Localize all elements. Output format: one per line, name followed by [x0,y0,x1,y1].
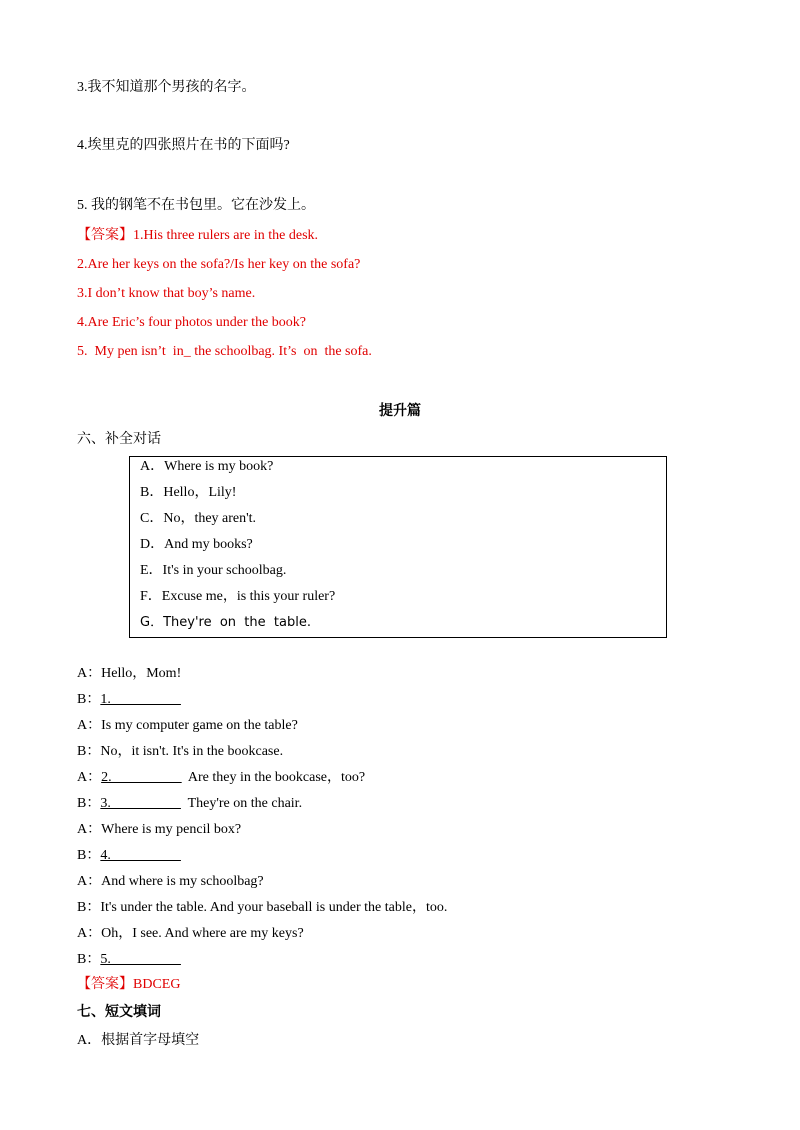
option-f: F．Excuse me，is this your ruler? [140,589,336,604]
line-text: Where is my pencil box? [101,822,242,837]
answer-blank-5: 5.＿＿＿＿＿ [100,952,181,967]
answer-line-3: 3.I don’t know that boy’s name. [77,286,256,301]
option-e: E．It's in your schoolbag. [140,563,287,578]
option-a: A．Where is my book? [140,459,274,474]
line-text: Hello，Mom! [101,666,182,681]
line-text: Are they in the bookcase，too? [181,770,366,785]
answer-text: 1.His three rulers are in the desk. [133,228,319,243]
speaker: B： [77,744,101,759]
section-six-heading: 六、补全对话 [77,432,161,447]
answer-prefix: 【答案】 [77,977,133,992]
speaker: A： [77,666,102,681]
line-text: They're on the chair. [180,796,303,811]
dialogue-line [77,873,264,891]
option-b: B．Hello，Lily! [140,485,237,500]
line-text: And where is my schoolbag? [101,874,264,889]
dialogue-line [77,951,181,969]
section-six-answer [77,976,180,994]
dialogue-line [77,925,304,943]
speaker: A： [77,770,102,785]
speaker: B： [77,848,101,863]
speaker: B： [77,900,101,915]
speaker: A： [77,874,102,889]
dialogue-line [77,847,181,865]
speaker: A： [77,822,102,837]
section-title: 提升篇 [379,404,421,419]
option-c: C．No，they aren't. [140,511,257,526]
translation-item-3: 3.我不知道那个男孩的名字。 [77,80,256,95]
line-text: Is my computer game on the table? [101,718,298,733]
option-g: G．They're on the table. [140,615,311,630]
answer-blank-1: 1.＿＿＿＿＿ [100,692,181,707]
speaker: B： [77,952,101,967]
dialogue-line [77,899,447,917]
answer-blank-3: 3.＿＿＿＿＿ [100,796,181,811]
answer-prefix: 【答案】 [77,228,133,243]
option-d: D．And my books? [140,537,253,552]
translation-item-4: 4.埃里克的四张照片在书的下面吗? [77,138,290,153]
dialogue-line [77,717,298,735]
answer-blank-4: 4.＿＿＿＿＿ [100,848,181,863]
dialogue-line [77,691,181,709]
speaker: A： [77,926,102,941]
options-box [129,456,667,638]
dialogue-line [77,743,283,761]
speaker: B： [77,692,101,707]
line-text: Oh，I see. And where are my keys? [101,926,304,941]
answer-line-4: 4.Are Eric’s four photos under the book? [77,315,306,330]
dialogue-line [77,665,181,683]
translation-item-5: 5. 我的钢笔不在书包里。它在沙发上。 [77,198,315,213]
answer-line-1 [77,227,318,245]
answer-blank-2: 2.＿＿＿＿＿ [101,770,182,785]
line-text: No，it isn't. It's in the bookcase. [100,744,284,759]
section-seven-sub: A．根据首字母填空 [77,1033,200,1048]
dialogue-line [77,821,241,839]
section-seven-heading: 七、短文填词 [77,1005,161,1020]
answer-line-2: 2.Are her keys on the sofa?/Is her key on the sofa? [77,257,361,272]
speaker: A： [77,718,102,733]
line-text: It's under the table. And your baseball is under the table，too. [100,900,448,915]
answer-line-5: 5. My pen isn’t in_ the schoolbag. It’s on the sofa. [77,344,372,359]
answer-value: BDCEG [133,977,181,992]
dialogue-line [77,795,302,813]
dialogue-line [77,769,365,787]
speaker: B： [77,796,101,811]
